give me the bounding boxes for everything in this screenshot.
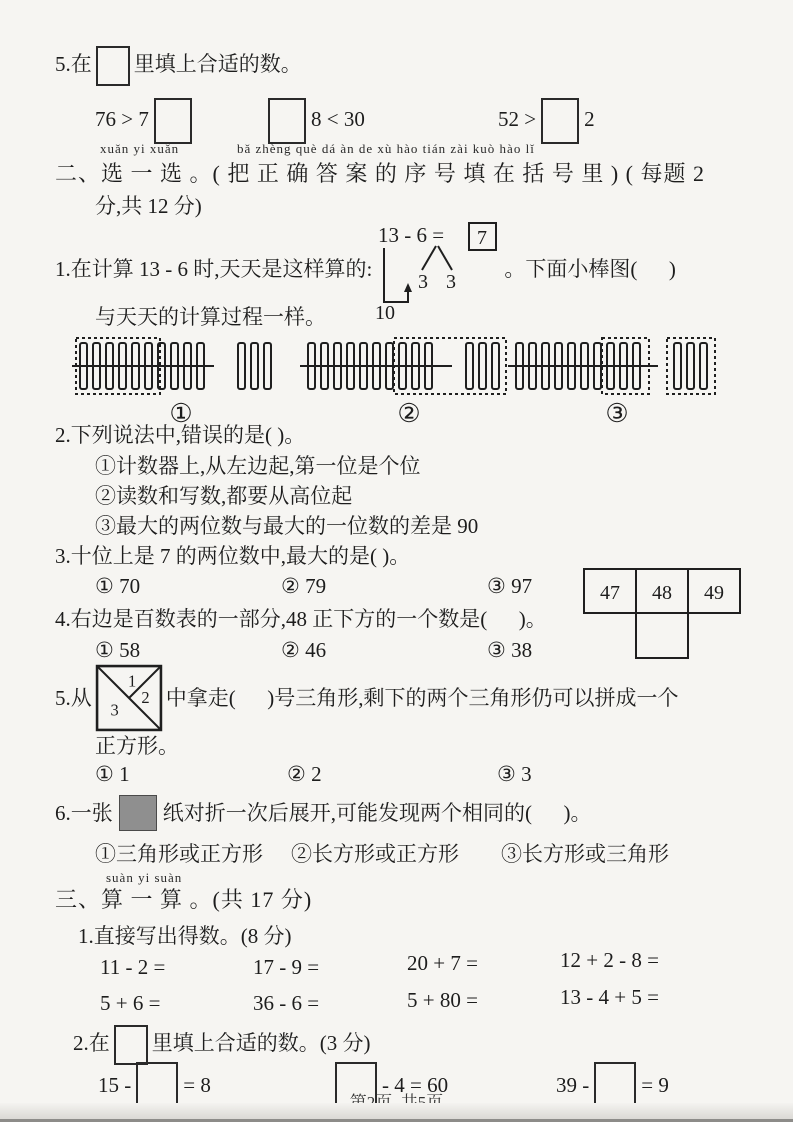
- expression-2: 17 - 9 =: [253, 955, 320, 979]
- question-2-4-option-1: ① 58: [95, 638, 141, 662]
- section-3-q1-prompt: 1.直接写出得数。(8 分): [78, 924, 292, 948]
- question-2-1-line2: 与天天的计算过程一样。: [95, 305, 326, 329]
- hundred-chart-drawing: [583, 568, 743, 660]
- question-1-5-prefix: 5.在: [55, 51, 92, 76]
- stick-figure-1: [72, 335, 290, 429]
- expression-3: 20 + 7 =: [407, 951, 478, 975]
- hundred-chart-fragment: [583, 568, 743, 660]
- comparison-3-left: 52 >: [498, 106, 537, 131]
- pinyin-xuan-yi-xuan: xuǎn yi xuǎn: [100, 141, 180, 156]
- equation-1-left: 15 -: [98, 1072, 132, 1097]
- stick-figure-2-label: ②: [397, 399, 421, 428]
- question-1-5-suffix: 里填上合适的数。: [133, 51, 302, 76]
- stick-figure-1-label: ①: [169, 399, 193, 428]
- question-2-4: 4.右边是百数表的一部分,48 正下方的一个数是( )。: [55, 607, 547, 631]
- expression-5: 5 + 6 =: [100, 991, 161, 1015]
- section-2-header: 二、选 一 选 。( 把 正 确 答 案 的 序 号 填 在 括 号 里 ) ( 每题 2: [55, 161, 705, 186]
- question-2-1-text-before: 1.在计算 13 - 6 时,天天是这样算的:: [55, 256, 373, 281]
- question-2-3-option-3: ③ 97: [487, 574, 533, 598]
- stick-figure-2-drawing: [300, 335, 516, 397]
- equation-3-right: = 9: [641, 1072, 669, 1097]
- answer-box: [541, 98, 579, 144]
- question-2-6-option-1: ①三角形或正方形: [95, 842, 263, 866]
- question-2-6-after: 纸对折一次后展开,可能发现两个相同的( )。: [162, 800, 592, 825]
- question-2-3-option-1: ① 70: [95, 574, 141, 598]
- expression-1: 11 - 2 =: [100, 955, 166, 979]
- equation-3-left: 39 -: [556, 1072, 590, 1097]
- answer-box: [154, 98, 192, 144]
- question-2-5-option-2: ② 2: [287, 762, 322, 786]
- diagram-expression: 13 - 6 =: [378, 223, 445, 247]
- decomposition-diagram: [372, 218, 504, 320]
- triangle-label-1: 1: [127, 671, 136, 691]
- question-2-6-option-3: ③长方形或三角形: [501, 842, 669, 866]
- equation-2-right: - 4 = 60: [382, 1072, 449, 1097]
- expression-4: 12 + 2 - 8 =: [560, 948, 659, 972]
- expression-7: 5 + 80 =: [407, 988, 478, 1012]
- comparison-3-right: 2: [584, 106, 595, 131]
- gray-paper-square: [119, 795, 157, 831]
- pinyin-ba-zhengque: bǎ zhèng què dá àn de xù hào tián zài kuò hào lǐ: [237, 141, 535, 156]
- chart-cell-48: 48: [652, 582, 672, 604]
- comparison-1: [95, 98, 197, 144]
- question-2-6-before: 6.一张: [55, 800, 113, 825]
- answer-box: [96, 46, 130, 86]
- chart-cell-47: 47: [600, 582, 620, 604]
- divided-square-diagram: [95, 664, 163, 732]
- question-2-2: 2.下列说法中,错误的是( )。: [55, 423, 306, 447]
- ten-value: 10: [375, 302, 396, 320]
- section-3-q2-suffix: 里填上合适的数。(3 分): [151, 1030, 371, 1055]
- question-2-3: 3.十位上是 7 的两位数中,最大的是( )。: [55, 544, 411, 568]
- empty-cell: [636, 613, 688, 658]
- question-2-4-option-3: ③ 38: [487, 638, 533, 662]
- comparison-2-right: 8 < 30: [311, 106, 365, 131]
- boxed-answer-value: 7: [477, 227, 488, 249]
- question-2-5-after: 中拿走( )号三角形,剩下的两个三角形仍可以拼成一个: [165, 685, 679, 710]
- question-2-5-option-1: ① 1: [95, 762, 130, 786]
- section-3-header: 三、算 一 算 。(共 17 分): [55, 887, 313, 912]
- question-2-6-option-2: ②长方形或正方形: [291, 842, 459, 866]
- question-2-5-line2: 正方形。: [95, 734, 179, 758]
- question-2-2-option-2: ②读数和写数,都要从高位起: [95, 484, 353, 508]
- comparison-2: [263, 98, 365, 144]
- section-3-pinyin: suàn yi suàn: [106, 870, 183, 885]
- question-2-5-before: 5.从: [55, 685, 92, 710]
- section-2-header-line2: 分,共 12 分): [95, 194, 202, 218]
- stick-figure-2: [300, 335, 518, 429]
- section-3-q2-prefix: 2.在: [73, 1030, 110, 1055]
- stick-figure-1-drawing: [72, 335, 288, 397]
- scan-edge: [0, 1103, 793, 1122]
- question-1-5: [55, 46, 302, 86]
- split-value-1: 3: [418, 271, 429, 293]
- expression-6: 36 - 6 =: [253, 991, 320, 1015]
- question-2-2-option-1: ①计数器上,从左边起,第一位是个位: [95, 454, 421, 478]
- question-2-5-option-3: ③ 3: [497, 762, 532, 786]
- question-2-4-option-2: ② 46: [281, 638, 327, 662]
- question-2-3-option-2: ② 79: [281, 574, 327, 598]
- comparison-1-left: 76 > 7: [95, 106, 149, 131]
- triangle-label-3: 3: [110, 700, 119, 720]
- chart-cell-49: 49: [704, 582, 724, 604]
- split-value-2: 3: [446, 271, 457, 293]
- answer-box: [268, 98, 306, 144]
- stick-figure-3: [508, 335, 726, 429]
- triangle-label-2: 2: [141, 688, 150, 708]
- comparison-3: [498, 98, 595, 144]
- expression-8: 13 - 4 + 5 =: [560, 985, 659, 1009]
- equation-1-right: = 8: [183, 1072, 211, 1097]
- question-2-1-text-after: 。下面小棒图( ): [504, 256, 676, 281]
- stick-figure-3-label: ③: [605, 399, 629, 428]
- question-2-5: [55, 664, 765, 732]
- stick-figure-3-drawing: [508, 335, 724, 397]
- question-2-2-option-3: ③最大的两位数与最大的一位数的差是 90: [95, 514, 479, 538]
- comparison-row: [0, 94, 793, 146]
- question-2-6: [55, 795, 765, 831]
